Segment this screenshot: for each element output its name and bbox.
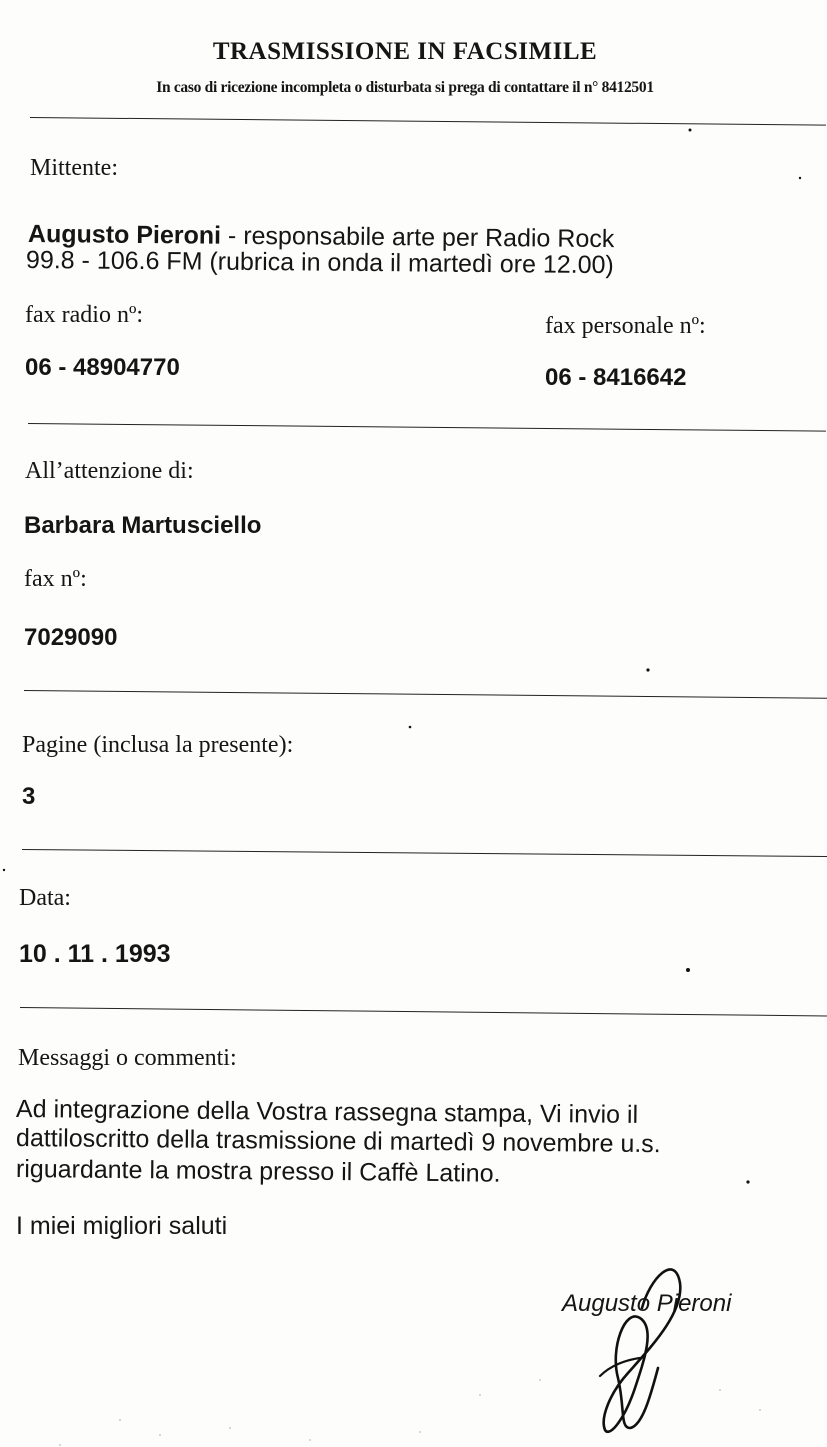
pages-label: Pagine (inclusa la presente): xyxy=(22,732,294,758)
fax-contact-notice: In caso di ricezione incompleta o disturbata si prega di contattare il n° 8412501 xyxy=(156,79,654,96)
recipient-name: Barbara Martusciello xyxy=(24,512,262,539)
divider xyxy=(24,690,827,699)
sender-line-2: 99.8 - 106.6 FM (rubrica in onda il martedì ore 12.00) xyxy=(25,246,614,280)
messages-label: Messaggi o commenti: xyxy=(18,1045,237,1071)
handwritten-signature xyxy=(580,1258,710,1438)
fax-radio-label: fax radio nº: xyxy=(25,302,144,328)
fax-title: TRASMISSIONE IN FACSIMILE xyxy=(212,38,598,65)
recipient-fax-label: fax nº: xyxy=(24,566,87,592)
message-line-3: riguardante la mostra presso il Caffè Latino. xyxy=(15,1155,501,1188)
sender-label: Mittente: xyxy=(30,155,118,181)
recipient-label: All’attenzione di: xyxy=(25,458,194,484)
date-label: Data: xyxy=(19,885,71,911)
date-value: 10 . 11 . 1993 xyxy=(19,940,171,968)
message-line-2: dattiloscritto della trasmissione di martedì 9 novembre u.s. xyxy=(15,1124,661,1159)
divider xyxy=(20,1007,827,1016)
divider xyxy=(22,849,827,857)
signature-name: Augusto Pieroni xyxy=(562,1290,732,1317)
sender-role: - responsabile arte per Radio Rock xyxy=(220,221,615,254)
fax-personal-label: fax personale nº: xyxy=(545,313,706,339)
closing-greeting: I miei migliori saluti xyxy=(16,1212,228,1240)
pages-count: 3 xyxy=(22,783,36,810)
sender-name: Augusto Pieroni xyxy=(27,220,222,250)
message-line-1: Ad integrazione della Vostra rassegna stampa, Vi invio il xyxy=(15,1095,639,1129)
divider xyxy=(28,423,826,432)
recipient-fax-number: 7029090 xyxy=(24,624,118,651)
divider xyxy=(30,117,826,126)
fax-personal-number: 06 - 8416642 xyxy=(545,364,687,391)
fax-radio-number: 06 - 48904770 xyxy=(25,354,180,381)
